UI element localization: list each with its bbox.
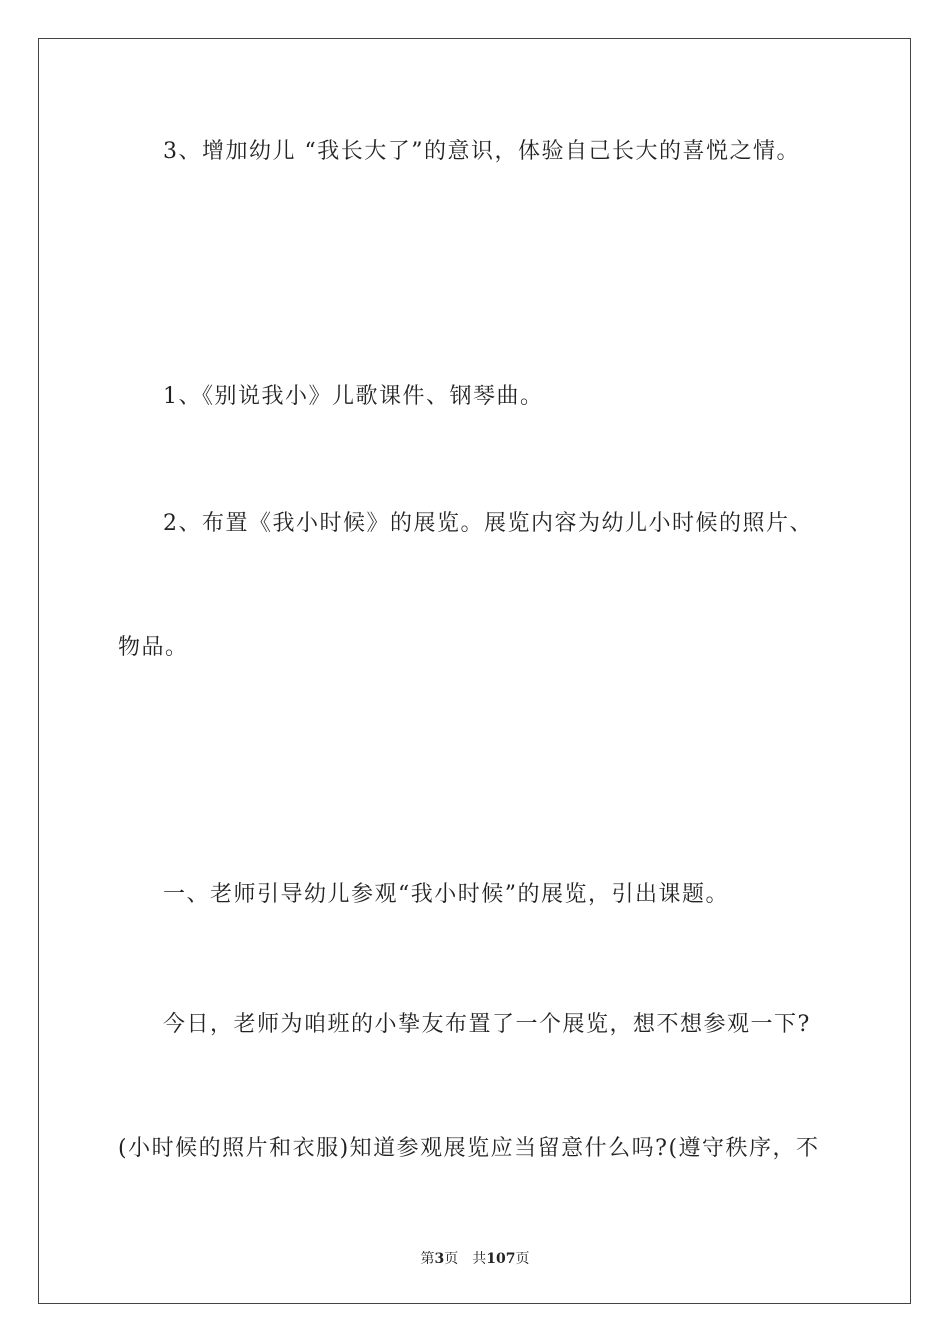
paragraph-material-1: 1、《别说我小》儿歌课件、钢琴曲。 <box>163 384 544 409</box>
paragraph-material-2: 2、布置《我小时候》的展览。展览内容为幼儿小时候的照片、 <box>163 511 813 536</box>
paragraph-step-1: 一、老师引导幼儿参观“我小时候”的展览，引出课题。 <box>163 882 729 907</box>
footer-page-prefix: 第 <box>420 1251 435 1267</box>
paragraph-step-1-intro-continued: (小时候的照片和衣服)知道参观展览应当留意什么吗?(遵守秩序，不 <box>118 1136 820 1161</box>
page-footer <box>0 1248 950 1268</box>
paragraph-step-1-intro: 今日，老师为咱班的小挚友布置了一个展览，想不想参观一下? <box>163 1012 811 1037</box>
paragraph-material-2-continued: 物品。 <box>118 635 189 660</box>
footer-page-number: 3 <box>434 1251 445 1267</box>
page-frame <box>38 38 911 1304</box>
footer-total-number: 107 <box>486 1251 516 1267</box>
footer-total-suffix: 页 <box>515 1251 530 1267</box>
paragraph-goal-3: 3、增加幼儿 “我长大了”的意识，体验自己长大的喜悦之情。 <box>163 139 800 164</box>
footer-page-suffix: 页 <box>444 1251 459 1267</box>
footer-total-prefix: 共 <box>472 1251 487 1267</box>
